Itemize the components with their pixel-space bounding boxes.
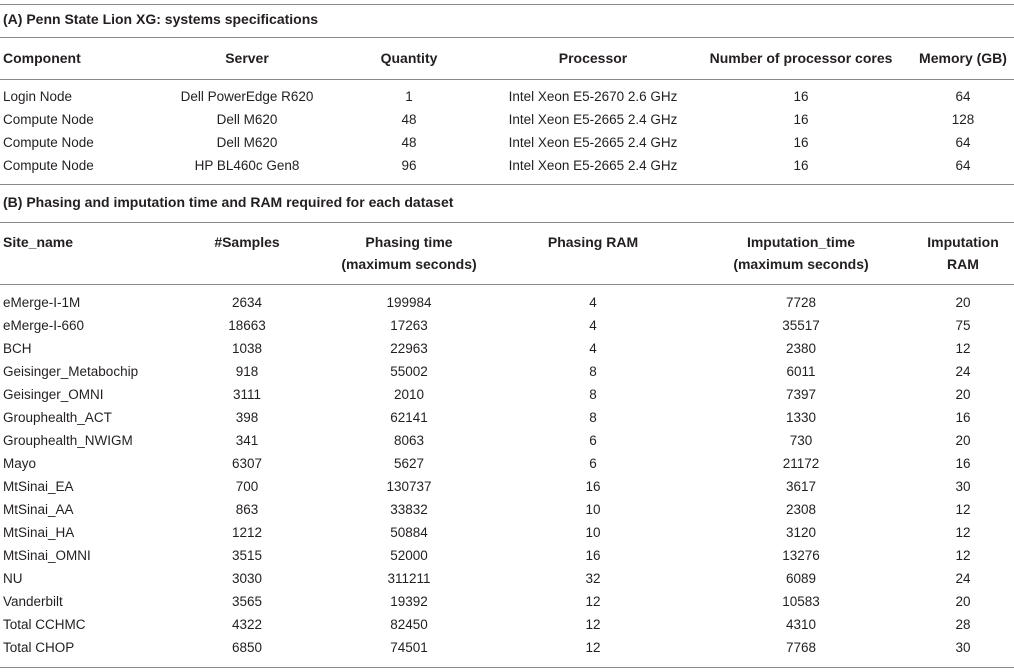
table-cell: 7768 bbox=[785, 640, 817, 655]
table-cell: Compute Node bbox=[3, 112, 94, 127]
table-cell: 128 bbox=[951, 112, 975, 127]
table-cell: 3120 bbox=[785, 525, 817, 540]
table-cell: 16 bbox=[955, 456, 971, 471]
table-cell: MtSinai_AA bbox=[3, 502, 74, 517]
table-cell: MtSinai_HA bbox=[3, 525, 75, 540]
column-header-subline: RAM bbox=[947, 256, 979, 272]
table-cell: 7397 bbox=[785, 387, 817, 402]
table-cell: 30 bbox=[955, 479, 971, 494]
column-header: Processor bbox=[558, 50, 628, 66]
table-cell: Grouphealth_NWIGM bbox=[3, 433, 133, 448]
table-cell: 12 bbox=[585, 617, 601, 632]
table-cell: 10 bbox=[585, 502, 601, 517]
table-cell: 75 bbox=[955, 318, 971, 333]
table-cell: Dell M620 bbox=[216, 112, 278, 127]
top-rule bbox=[0, 4, 1014, 5]
table-cell: 17263 bbox=[390, 318, 428, 333]
table-cell: 1330 bbox=[785, 410, 817, 425]
table-cell: 48 bbox=[401, 135, 417, 150]
table-cell: Intel Xeon E5-2665 2.4 GHz bbox=[508, 135, 678, 150]
table-cell: 863 bbox=[235, 502, 259, 517]
table-cell: NU bbox=[3, 571, 23, 586]
table-cell: 64 bbox=[955, 158, 971, 173]
table-cell: 33832 bbox=[390, 502, 428, 517]
table-cell: 64 bbox=[955, 135, 971, 150]
table-cell: 82450 bbox=[390, 617, 428, 632]
table-cell: 22963 bbox=[390, 341, 428, 356]
table-cell: 8 bbox=[589, 387, 597, 402]
column-header: Imputation bbox=[927, 234, 999, 250]
table-cell: 6 bbox=[589, 433, 597, 448]
table-cell: 7728 bbox=[785, 295, 817, 310]
table-cell: 50884 bbox=[390, 525, 428, 540]
table-cell: 16 bbox=[585, 548, 601, 563]
table-cell: 6011 bbox=[786, 364, 816, 379]
column-header: #Samples bbox=[214, 234, 280, 250]
table-cell: 3515 bbox=[231, 548, 263, 563]
table-cell: 4 bbox=[589, 341, 597, 356]
table-cell: 19392 bbox=[390, 594, 428, 609]
table-cell: 1 bbox=[405, 89, 413, 104]
table-cell: 32 bbox=[585, 571, 601, 586]
section-b-rule bbox=[0, 222, 1014, 223]
table-cell: 130737 bbox=[386, 479, 432, 494]
table-cell: Mayo bbox=[3, 456, 37, 471]
table-cell: 18663 bbox=[228, 318, 266, 333]
table-cell: 5627 bbox=[393, 456, 425, 471]
table-cell: 10 bbox=[585, 525, 601, 540]
table-cell: eMerge-I-660 bbox=[3, 318, 85, 333]
table-cell: 10583 bbox=[782, 594, 820, 609]
table-cell: 16 bbox=[793, 135, 809, 150]
table-cell: 1038 bbox=[231, 341, 263, 356]
table-cell: Dell PowerEdge R620 bbox=[180, 89, 314, 104]
column-header: Server bbox=[225, 50, 269, 66]
table-cell: 20 bbox=[955, 387, 971, 402]
table-cell: 6089 bbox=[785, 571, 817, 586]
table-cell: Compute Node bbox=[3, 158, 94, 173]
table-cell: 96 bbox=[401, 158, 417, 173]
table-cell: 311211 bbox=[387, 571, 431, 586]
section-a-rule bbox=[0, 37, 1014, 38]
column-header-subline: (maximum seconds) bbox=[341, 256, 477, 272]
table-cell: 13276 bbox=[782, 548, 820, 563]
table-cell: 6850 bbox=[231, 640, 263, 655]
table-cell: 16 bbox=[793, 89, 809, 104]
table-cell: 2634 bbox=[231, 295, 263, 310]
table-cell: 21172 bbox=[782, 456, 820, 471]
column-header-subline: (maximum seconds) bbox=[733, 256, 869, 272]
table-cell: 6 bbox=[589, 456, 597, 471]
table-cell: 16 bbox=[793, 112, 809, 127]
section-b-title: (B) Phasing and imputation time and RAM required for each dataset bbox=[3, 194, 454, 210]
table-cell: Login Node bbox=[3, 89, 73, 104]
table-cell: 52000 bbox=[390, 548, 428, 563]
table-cell: 20 bbox=[955, 433, 971, 448]
table-cell: Compute Node bbox=[3, 135, 94, 150]
section-b-header-rule bbox=[0, 284, 1014, 285]
column-header: Number of processor cores bbox=[709, 50, 893, 66]
table-cell: 4 bbox=[589, 318, 597, 333]
table-cell: Grouphealth_ACT bbox=[3, 410, 112, 425]
section-a-bottom-rule bbox=[0, 184, 1014, 185]
table-cell: 55002 bbox=[390, 364, 428, 379]
table-cell: 48 bbox=[401, 112, 417, 127]
table-cell: 4322 bbox=[231, 617, 263, 632]
table-cell: 8 bbox=[589, 364, 597, 379]
table-cell: BCH bbox=[3, 341, 32, 356]
column-header: Site_name bbox=[3, 234, 74, 250]
table-cell: 2380 bbox=[785, 341, 817, 356]
section-a-title: (A) Penn State Lion XG: systems specifications bbox=[3, 11, 319, 27]
table-cell: MtSinai_EA bbox=[3, 479, 74, 494]
table-cell: Geisinger_OMNI bbox=[3, 387, 104, 402]
table-cell: 8063 bbox=[393, 433, 425, 448]
table-cell: 16 bbox=[955, 410, 971, 425]
section-b-bottom-rule bbox=[0, 667, 1014, 668]
table-cell: 3617 bbox=[785, 479, 817, 494]
table-cell: 398 bbox=[235, 410, 259, 425]
table-cell: 730 bbox=[789, 433, 813, 448]
column-header: Phasing RAM bbox=[547, 234, 639, 250]
table-cell: MtSinai_OMNI bbox=[3, 548, 91, 563]
table-cell: 3111 bbox=[232, 387, 262, 402]
table-cell: Vanderbilt bbox=[3, 594, 63, 609]
table-cell: Intel Xeon E5-2665 2.4 GHz bbox=[508, 112, 678, 127]
table-cell: 199984 bbox=[386, 295, 432, 310]
table-cell: 3565 bbox=[231, 594, 263, 609]
table-cell: 918 bbox=[235, 364, 259, 379]
table-cell: Dell M620 bbox=[216, 135, 278, 150]
table-cell: 700 bbox=[235, 479, 259, 494]
table-cell: 28 bbox=[955, 617, 971, 632]
table-cell: 341 bbox=[235, 433, 259, 448]
table-cell: 30 bbox=[955, 640, 971, 655]
table-cell: Intel Xeon E5-2670 2.6 GHz bbox=[508, 89, 678, 104]
table-cell: 3030 bbox=[231, 571, 263, 586]
table-cell: 6307 bbox=[231, 456, 263, 471]
table-cell: 20 bbox=[955, 295, 971, 310]
table-cell: 12 bbox=[585, 640, 601, 655]
table-cell: 12 bbox=[955, 525, 971, 540]
table-cell: 12 bbox=[955, 502, 971, 517]
table-cell: eMerge-I-1M bbox=[3, 295, 81, 310]
table-cell: 16 bbox=[585, 479, 601, 494]
table-cell: 2010 bbox=[393, 387, 425, 402]
table-cell: 8 bbox=[589, 410, 597, 425]
table-cell: 12 bbox=[955, 548, 971, 563]
column-header: Component bbox=[3, 50, 81, 66]
column-header: Imputation_time bbox=[746, 234, 856, 250]
table-cell: 16 bbox=[793, 158, 809, 173]
table-cell: HP BL460c Gen8 bbox=[194, 158, 300, 173]
table-cell: 24 bbox=[955, 364, 971, 379]
table-cell: Intel Xeon E5-2665 2.4 GHz bbox=[508, 158, 678, 173]
table-cell: 1212 bbox=[231, 525, 263, 540]
table-cell: 12 bbox=[585, 594, 601, 609]
table-cell: 4310 bbox=[785, 617, 817, 632]
section-a-header-rule bbox=[0, 79, 1014, 80]
table-cell: 74501 bbox=[390, 640, 428, 655]
table-cell: 64 bbox=[955, 89, 971, 104]
table-cell: 12 bbox=[955, 341, 971, 356]
table-cell: Total CCHMC bbox=[3, 617, 86, 632]
table-cell: 62141 bbox=[390, 410, 428, 425]
column-header: Phasing time bbox=[365, 234, 453, 250]
table-cell: 24 bbox=[955, 571, 971, 586]
table-cell: 4 bbox=[589, 295, 597, 310]
column-header: Memory (GB) bbox=[919, 50, 1007, 66]
table-cell: 20 bbox=[955, 594, 971, 609]
table-cell: 2308 bbox=[785, 502, 817, 517]
table-cell: 35517 bbox=[782, 318, 820, 333]
table-cell: Geisinger_Metabochip bbox=[3, 364, 139, 379]
column-header: Quantity bbox=[380, 50, 438, 66]
table-cell: Total CHOP bbox=[3, 640, 75, 655]
